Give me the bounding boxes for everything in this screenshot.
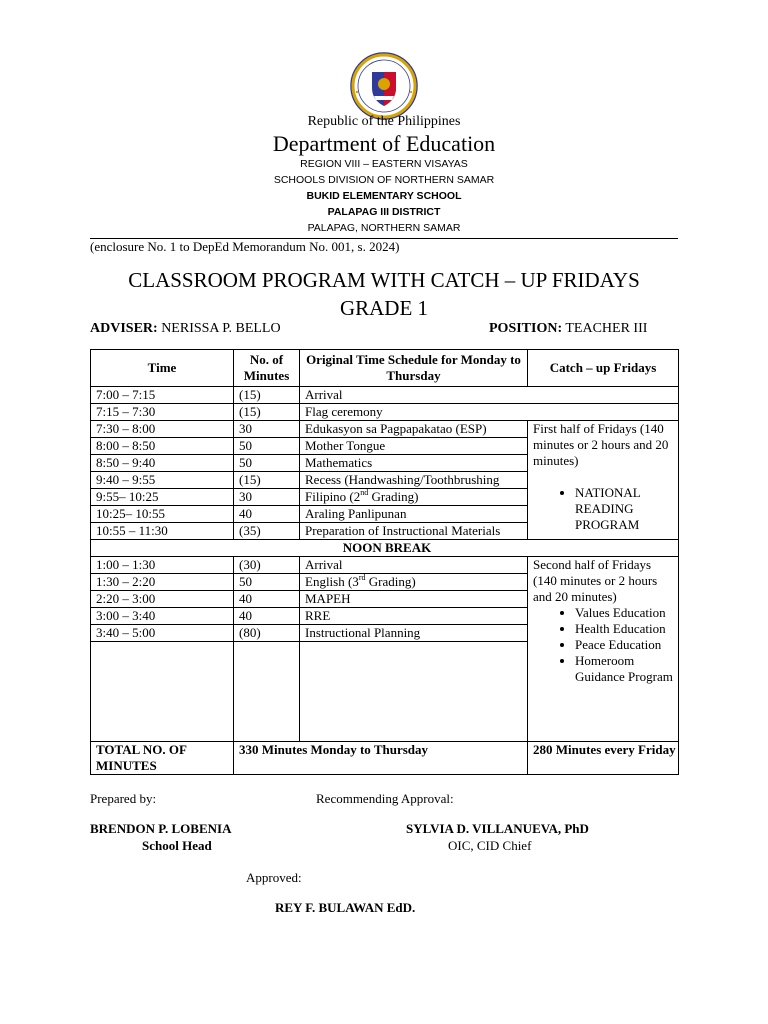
total-weekday: 330 Minutes Monday to Thursday [234, 742, 528, 775]
list-item: • NATIONAL READING PROGRAM [575, 485, 678, 533]
list-item: • Homeroom Guidance Program [575, 653, 678, 685]
recommending-label: Recommending Approval: [316, 791, 454, 806]
adviser-label: ADVISER: [90, 321, 158, 336]
deped-seal-icon [350, 52, 418, 120]
activity-cell [300, 574, 528, 591]
activity-cell: Arrival [300, 387, 679, 404]
activity-cell: MAPEH [300, 591, 528, 608]
header-minutes: No. of Minutes [234, 350, 300, 387]
minutes-cell: 50 [234, 438, 300, 455]
empty-cell [91, 642, 234, 742]
approved-label: Approved: [246, 870, 302, 885]
minutes-cell: (15) [234, 472, 300, 489]
total-row [91, 742, 679, 775]
activity-cell [300, 489, 528, 506]
activity-text-after: Grading) [368, 489, 419, 504]
minutes-cell: 40 [234, 506, 300, 523]
time-cell: 10:55 – 11:30 [91, 523, 234, 540]
minutes-cell: 30 [234, 421, 300, 438]
activity-cell: Mother Tongue [300, 438, 528, 455]
header-time: Time [91, 350, 234, 387]
prepared-by-position: School Head [142, 838, 212, 853]
time-cell: 7:15 – 7:30 [91, 404, 234, 421]
activity-text: English (3 [305, 574, 359, 589]
table-row [91, 421, 679, 438]
minutes-cell: 40 [234, 591, 300, 608]
time-cell: 10:25– 10:55 [91, 506, 234, 523]
total-friday: 280 Minutes every Friday [528, 742, 679, 775]
schedule-table [90, 349, 679, 775]
friday-first-list [533, 485, 678, 533]
minutes-cell: 30 [234, 489, 300, 506]
activity-cell: Preparation of Instructional Materials [300, 523, 528, 540]
ordinal-suffix: rd [358, 573, 366, 582]
friday-second-half [528, 557, 679, 742]
friday-second-list [533, 605, 678, 685]
header-original-schedule: Original Time Schedule for Monday to Thursday [300, 350, 528, 387]
activity-cell: Mathematics [300, 455, 528, 472]
time-cell: 2:20 – 3:00 [91, 591, 234, 608]
minutes-cell: 40 [234, 608, 300, 625]
minutes-cell: 50 [234, 455, 300, 472]
minutes-cell: 50 [234, 574, 300, 591]
ordinal-suffix: nd [360, 488, 369, 497]
republic-text: Republic of the Philippines [307, 114, 461, 129]
activity-cell: Instructional Planning [300, 625, 528, 642]
prepared-by-label: Prepared by: [90, 791, 157, 806]
list-item: • Values Education [575, 605, 678, 621]
enclosure-note: (enclosure No. 1 to DepEd Memorandum No. 001, s. 2024) [90, 239, 400, 254]
adviser-value: NERISSA P. BELLO [157, 321, 281, 336]
friday-first-text: First half of Fridays (140 minutes or 2 hours and 20 minutes) [533, 421, 669, 468]
school-address: PALAPAG, NORTHERN SAMAR [307, 222, 461, 234]
time-cell: 1:30 – 2:20 [91, 574, 234, 591]
school-name: BUKID ELEMENTARY SCHOOL [306, 190, 462, 202]
total-label: TOTAL NO. OF MINUTES [91, 742, 234, 775]
activity-cell: Araling Panlipunan [300, 506, 528, 523]
region-text: REGION VIII – EASTERN VISAYAS [300, 158, 468, 170]
time-cell: 3:00 – 3:40 [91, 608, 234, 625]
activity-cell: RRE [300, 608, 528, 625]
table-row [91, 557, 679, 574]
time-cell: 8:50 – 9:40 [91, 455, 234, 472]
minutes-cell: (15) [234, 404, 300, 421]
time-cell: 7:30 – 8:00 [91, 421, 234, 438]
list-item: • Peace Education [575, 637, 678, 653]
position-value: TEACHER III [562, 321, 648, 336]
header-catchup-fridays: Catch – up Fridays [528, 350, 679, 387]
time-cell: 9:55– 10:25 [91, 489, 234, 506]
activity-text-after: Grading) [365, 574, 416, 589]
list-item: • Health Education [575, 621, 678, 637]
empty-cell [234, 642, 300, 742]
friday-second-text: Second half of Fridays (140 minutes or 2 hours and 20 minutes) [533, 557, 658, 604]
friday-first-half [528, 421, 679, 540]
activity-cell: Edukasyon sa Pagpapakatao (ESP) [300, 421, 528, 438]
activity-text: Filipino (2 [305, 489, 361, 504]
activity-cell: Arrival [300, 557, 528, 574]
minutes-cell: (30) [234, 557, 300, 574]
approved-name: REY F. BULAWAN EdD. [275, 900, 416, 915]
time-cell: 8:00 – 8:50 [91, 438, 234, 455]
time-cell: 1:00 – 1:30 [91, 557, 234, 574]
position-line [489, 321, 647, 337]
department-title: Department of Education [272, 131, 496, 156]
document-title: CLASSROOM PROGRAM WITH CATCH – UP FRIDAYS [128, 268, 640, 292]
time-cell: 3:40 – 5:00 [91, 625, 234, 642]
noon-break-label: NOON BREAK [91, 540, 679, 557]
noon-break-row [91, 540, 679, 557]
minutes-cell: (80) [234, 625, 300, 642]
adviser-line [90, 321, 281, 337]
empty-cell [300, 642, 528, 742]
minutes-cell: (15) [234, 387, 300, 404]
prepared-by-name: BRENDON P. LOBENIA [90, 821, 232, 836]
recommending-position: OIC, CID Chief [448, 838, 532, 853]
district-name: PALAPAG III DISTRICT [327, 206, 441, 218]
table-row [91, 404, 679, 421]
recommending-name: SYLVIA D. VILLANUEVA, PhD [406, 821, 589, 836]
activity-cell: Flag ceremony [300, 404, 679, 421]
time-cell: 7:00 – 7:15 [91, 387, 234, 404]
activity-cell: Recess (Handwashing/Toothbrushing [300, 472, 528, 489]
position-label: POSITION: [489, 321, 563, 336]
table-row [91, 387, 679, 404]
minutes-cell: (35) [234, 523, 300, 540]
grade-title: GRADE 1 [339, 296, 429, 320]
time-cell: 9:40 – 9:55 [91, 472, 234, 489]
division-text: SCHOOLS DIVISION OF NORTHERN SAMAR [273, 174, 495, 186]
